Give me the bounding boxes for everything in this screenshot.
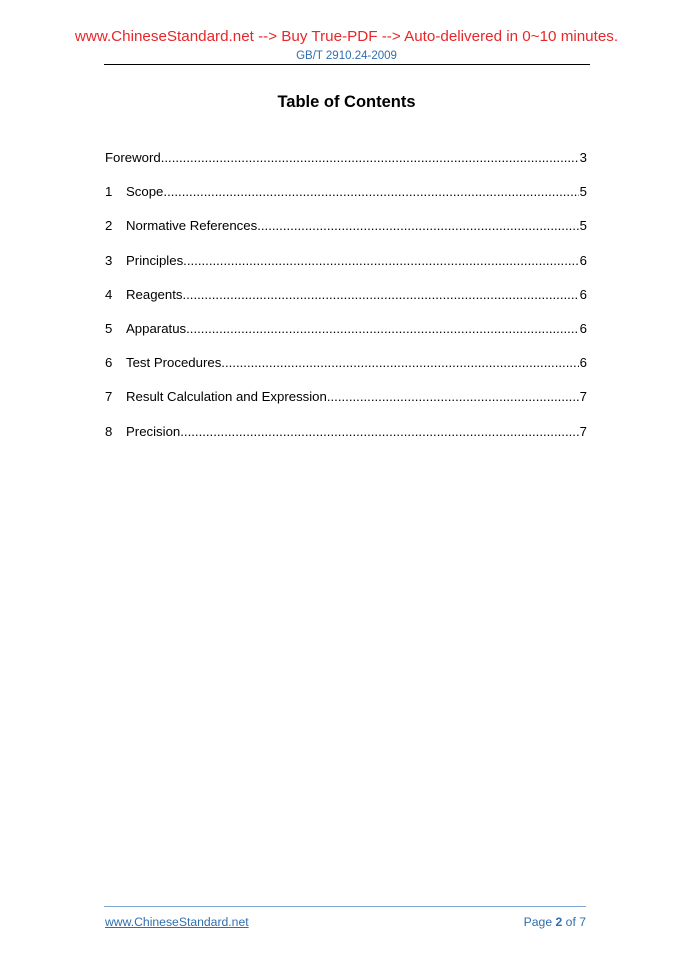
toc-entry-label: Reagents	[126, 286, 183, 302]
toc-entry-result-calculation[interactable]	[105, 387, 587, 421]
toc-entry-precision[interactable]	[105, 422, 587, 456]
footer-divider	[104, 906, 586, 907]
toc-entry-number: 1	[105, 184, 113, 200]
page-title: Table of Contents	[277, 93, 416, 111]
toc-entry-number: 5	[105, 320, 113, 336]
toc-dot-leader	[182, 285, 578, 305]
toc-dot-leader	[180, 422, 578, 442]
toc-entry-label: Test Procedures	[126, 355, 222, 371]
toc-entry-page: 6	[579, 286, 587, 302]
document-code: GB/T 2910.24-2009	[296, 50, 397, 62]
toc-entry-number: 4	[105, 286, 113, 302]
toc-entry-page: 7	[579, 423, 587, 439]
toc-entry-page: 6	[579, 355, 587, 371]
toc-entry-page: 6	[579, 252, 587, 268]
page-prefix: Page	[523, 915, 556, 929]
page-of: of	[562, 915, 580, 929]
toc-entry-label: Principles	[126, 252, 184, 268]
toc-entry-apparatus[interactable]	[105, 319, 587, 353]
toc-list	[105, 148, 587, 456]
header-divider	[104, 64, 590, 65]
toc-entry-reagents[interactable]	[105, 285, 587, 319]
toc-entry-label: Apparatus	[126, 320, 187, 336]
toc-entry-number: 7	[105, 389, 113, 405]
toc-entry-page: 7	[579, 389, 587, 405]
toc-dot-leader	[163, 182, 578, 202]
toc-dot-leader	[221, 353, 578, 373]
toc-entry-scope[interactable]	[105, 182, 587, 216]
toc-entry-number: 2	[105, 218, 113, 234]
current-page: 2	[555, 915, 563, 929]
toc-entry-page: 6	[579, 320, 587, 336]
toc-dot-leader	[186, 319, 579, 339]
toc-entry-page: 5	[579, 184, 587, 200]
toc-entry-label: Result Calculation and Expression	[126, 389, 327, 405]
toc-entry-principles[interactable]	[105, 251, 587, 285]
toc-entry-number: 8	[105, 423, 113, 439]
footer-website-link[interactable]: www.ChineseStandard.net	[105, 915, 249, 929]
toc-dot-leader	[257, 216, 578, 236]
toc-dot-leader	[183, 251, 578, 271]
footer-page-number	[524, 914, 586, 930]
toc-entry-label: Scope	[126, 184, 164, 200]
toc-dot-leader	[327, 387, 579, 407]
toc-entry-number: 6	[105, 355, 113, 371]
toc-dot-leader	[161, 148, 579, 168]
toc-entry-label: Normative References	[126, 218, 258, 234]
toc-entry-page: 3	[579, 150, 587, 165]
toc-entry-label: Foreword	[105, 150, 161, 165]
toc-entry-foreword[interactable]	[105, 148, 587, 182]
toc-entry-label: Precision	[126, 423, 181, 439]
total-pages: 7	[579, 915, 586, 929]
toc-entry-page: 5	[579, 218, 587, 234]
toc-entry-number: 3	[105, 252, 113, 268]
toc-entry-test-procedures[interactable]	[105, 353, 587, 387]
promo-banner[interactable]: www.ChineseStandard.net --> Buy True-PDF --> Auto-delivered in 0~10 minutes.	[74, 28, 619, 45]
toc-entry-normative-references[interactable]	[105, 216, 587, 250]
